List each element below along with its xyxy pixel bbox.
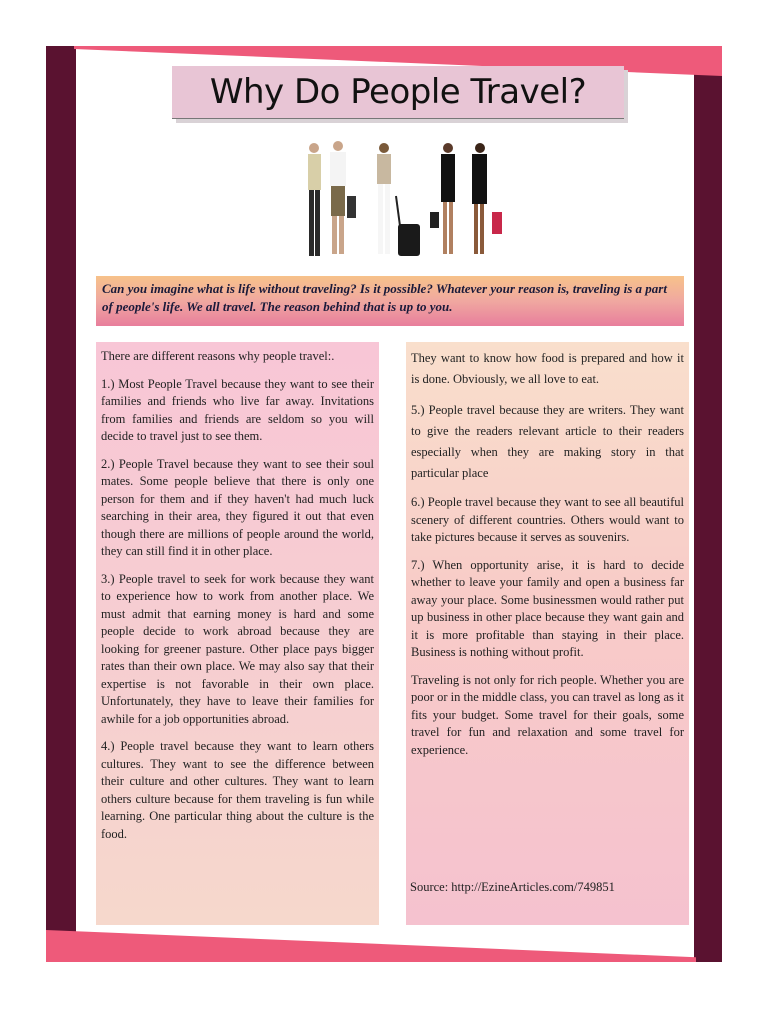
paragraph: They want to know how food is prepared and how it is done. Obviously, we all love to eat. (411, 351, 684, 386)
title-box (172, 66, 624, 119)
paragraph: 3.) People travel to seek for work because they want to experience how to work from another place. We must admit that earning money is hard and some people decide to work abroad because they are looking for greener pasture. Other place pays bigger rates than their own place. We may also say that their expertise is not favorable in their own place. Unfortunately, they have to leave their families for awhile for a job opportunities abroad. (101, 571, 374, 726)
left-frame-bar (46, 46, 76, 962)
paragraph: 5.) People travel because they are writers. They want to give the readers relevant article to their readers especially when they are making story in that particular place (411, 403, 684, 480)
paragraph: 7.) When opportunity arise, it is hard to decide whether to leave your family and open a business far away your place. Some businessmen would rather put up business in other place because they want gain and it is more profitable than staying in their place. Business is nothing without profit. (411, 557, 684, 659)
traveler-figure-2 (330, 141, 356, 254)
paragraph: 2.) People Travel because they want to see their soul mates. Some people believe that there is only one person for them and if they haven't had much luck searching in their area, they figured it out that even though there are millions of people around the world, they can still find it in other place. (101, 456, 374, 558)
traveler-figure-1 (308, 143, 321, 256)
travelers-image (300, 136, 510, 262)
left-text-column (96, 342, 379, 925)
paragraph: 1.) Most People Travel because they want to see their families and friends who live far away. Invitations from families and friends are seldom so you will decide to travel just to see them. (101, 376, 374, 443)
paragraph: There are different reasons why people travel:. (101, 349, 335, 363)
traveler-figure-4 (430, 143, 455, 254)
paragraph: Traveling is not only for rich people. Whether you are poor or in the middle class, you can travel as long as it fits your budget. Some travel for their goals, some travel for fun and relaxation and some travel for experience. (411, 672, 684, 757)
page-title: Why Do People Travel? (209, 72, 587, 112)
paragraph: 4.) People travel because they want to learn others cultures. They want to see the difference between their culture and other cultures. They want to learn others culture because for them traveling is fun while learning. One particular thing about the culture is the food. (101, 739, 374, 841)
traveler-figure-5 (472, 143, 502, 254)
right-text-column (406, 342, 689, 925)
traveler-figure-3 (377, 143, 420, 256)
intro-banner: Can you imagine what is life without traveling? Is it possible? Whatever your reason is, traveling is a part of people's life. We all travel. The reason behind that is up to you. (96, 276, 684, 326)
right-frame-bar (694, 72, 722, 962)
paragraph: 6.) People travel because they want to see all beautiful scenery of different countries. Others would want to take pictures because it serves as souvenirs. (411, 495, 684, 544)
source-citation: Source: http://EzineArticles.com/749851 (410, 880, 615, 894)
